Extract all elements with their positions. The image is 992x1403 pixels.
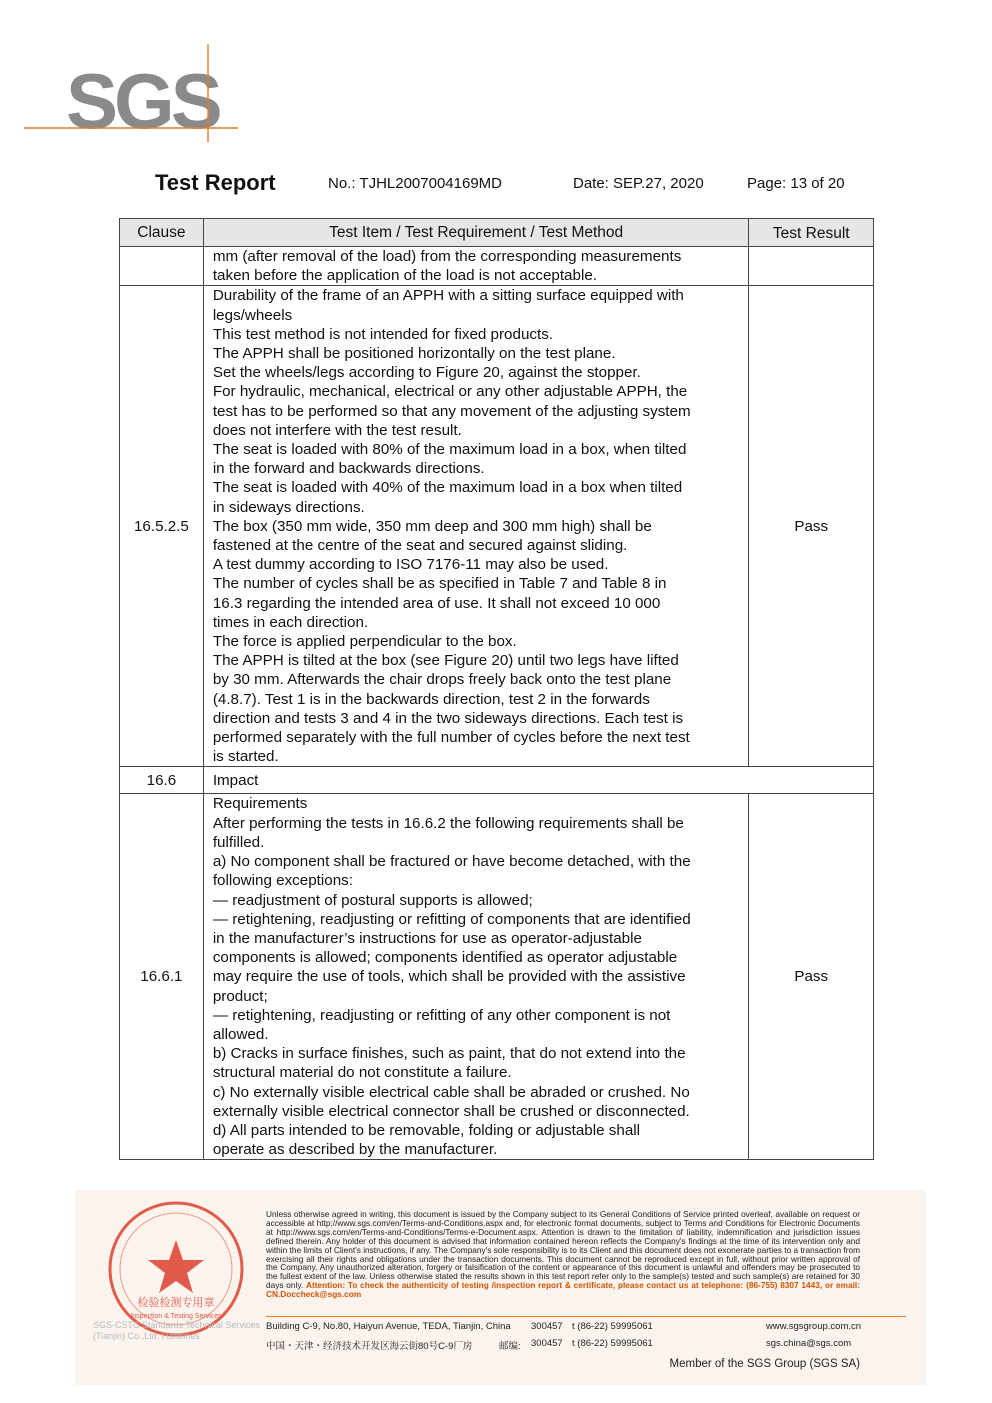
website-link[interactable]: www.sgsgroup.com.cn — [766, 1321, 862, 1332]
text-line: d) All parts intended to be removable, folding or adjustable shall — [212, 1121, 641, 1139]
text-line: The box (350 mm wide, 350 mm deep and 300 mm high) shall be — [212, 517, 652, 535]
address-en: Building C-9, No.80, Haiyun Avenue, TEDA, Tianjin, China — [266, 1321, 511, 1332]
text-line: components is allowed; components identified as operator adjustable — [212, 949, 678, 967]
table-row — [120, 767, 874, 794]
text-line: Durability of the frame of an APPH with a sitting surface equipped with — [212, 287, 684, 305]
text-line: b) Cracks in surface finishes, such as paint, that do not extend into the — [212, 1045, 686, 1063]
text-line: — retightening, readjusting or refitting of any other component is not — [212, 1006, 671, 1024]
text-line: The APPH shall be positioned horizontally on the test plane. — [212, 345, 616, 363]
text-line: in the manufacturer’s instructions for use as operator-adjustable — [212, 929, 642, 947]
text-line: (4.8.7). Test 1 is in the backwards direction, test 2 in the forwards — [212, 690, 650, 708]
sgs-logo — [22, 42, 242, 152]
text-line: The APPH is tilted at the box (see Figure 20) until two legs have lifted — [212, 652, 679, 670]
text-line: Set the wheels/legs according to Figure 20, against the stopper. — [212, 364, 641, 382]
legal-notice — [266, 1210, 860, 1299]
stamp-text: 检验检测专用章 — [137, 1296, 215, 1309]
text-line: — retightening, readjusting or refitting of components that are identified — [212, 910, 691, 928]
contact-block — [266, 1321, 860, 1355]
postcode-en: 300457 — [531, 1321, 563, 1332]
text-line: fulfilled. — [212, 833, 265, 851]
text-line: by 30 mm. Afterwards the chair drops freely back onto the test plane — [212, 671, 672, 689]
col-header-result: Test Result — [749, 219, 874, 247]
text-line: following exceptions: — [212, 872, 353, 890]
report-title: Test Report — [155, 170, 276, 195]
text-line: fastened at the centre of the seat and secured against sliding. — [212, 537, 628, 555]
test-item-cell — [203, 794, 749, 1160]
page-number: Page: 13 of 20 — [747, 175, 845, 192]
clause-cell: 16.5.2.5 — [120, 286, 204, 767]
text-line: mm (after removal of the load) from the corresponding measurements — [212, 248, 682, 265]
text-line: structural material do not constitute a failure. — [212, 1064, 512, 1082]
postcode-label-cn: 邮编: — [499, 1341, 521, 1352]
report-number: No.: TJHL2007004169MD — [328, 175, 502, 192]
table-row — [120, 794, 874, 1160]
logo-text: SGS — [66, 57, 219, 145]
text-line: in the forward and backwards directions. — [212, 460, 485, 478]
stamp-sub: Inspection & Testing Services — [130, 1313, 222, 1320]
text-line: direction and tests 3 and 4 in the two sideways directions. Each test is — [212, 709, 684, 727]
text-line: operate as described by the manufacturer. — [212, 1141, 498, 1159]
text-line: c) No externally visible electrical cable shall be abraded or crushed. No — [212, 1083, 690, 1101]
company-seal — [105, 1198, 247, 1340]
text-line: is started. — [212, 748, 279, 766]
address-cn: 中国・天津・经济技术开发区海云街80号C-9厂房 — [266, 1341, 473, 1352]
text-line: The seat is loaded with 40% of the maximum load in a box when tilted — [212, 479, 683, 497]
text-line: For hydraulic, mechanical, electrical or any other adjustable APPH, the — [212, 383, 688, 401]
test-item-cell — [203, 247, 749, 286]
text-line: A test dummy according to ISO 7176-11 may also be used. — [212, 556, 609, 574]
table-row — [120, 286, 874, 767]
report-header — [0, 170, 992, 198]
text-line: The seat is loaded with 80% of the maximum load in a box, when tilted — [212, 441, 687, 459]
table-header-row — [120, 219, 874, 247]
text-line: taken before the application of the load is not acceptable. — [212, 267, 597, 285]
phone-cn: t (86-22) 59995061 — [572, 1338, 653, 1349]
text-line: — readjustment of postural supports is allowed; — [212, 891, 533, 909]
text-line: This test method is not intended for fixed products. — [212, 325, 554, 343]
clause-cell — [120, 247, 204, 286]
col-header-clause: Clause — [120, 219, 204, 247]
test-item-cell — [203, 286, 749, 767]
text-line: legs/wheels — [212, 306, 293, 324]
legal-text: Unless otherwise agreed in writing, this document is issued by the Company subject to its General Conditions of Service printed overleaf, available on request or accessible at http://www.sgs.com/en/Terms-and-Conditions.aspx and, for electronic format documents, subject to Terms and Conditions for Electronic Documents at http://www.sgs.com/en/Terms-and-Conditions/Terms-e-Document.aspx. Attention is drawn to the limitation of liability, indemnification and jurisdiction issues defined therein. Any holder of this document is advised that information contained hereon reflects the Company's findings at the time of its intervention only and within the limits of Client's instructions, if any. The Company's sole responsibility is to its Client and this document does not exonerate parties to a transaction from exercising all their rights and obligations under the transaction documents. This document cannot be reproduced except in full, without prior written approval of the Company. Any unauthorized alteration, forgery or falsification of the content or appearance of this document is unlawful and offenders may be prosecuted to the fullest extent of the law. Unless otherwise stated the results shown in this test report refer only to the sample(s) tested and such sample(s) are retained for 30 days only. — [266, 1209, 860, 1291]
table-row — [120, 247, 874, 286]
col-header-test-item: Test Item / Test Requirement / Test Method — [203, 219, 749, 247]
section-heading-cell: Impact — [203, 767, 873, 794]
text-line: does not interfere with the test result. — [212, 421, 462, 439]
phone-en: t (86-22) 59995061 — [572, 1321, 653, 1332]
text-line: The number of cycles shall be as specified in Table 7 and Table 8 in — [212, 575, 667, 593]
result-cell: Pass — [749, 286, 874, 767]
text-line: externally visible electrical connector shall be crushed or disconnected. — [212, 1102, 690, 1120]
member-text: Member of the SGS Group (SGS SA) — [669, 1358, 860, 1370]
footer-divider — [266, 1316, 906, 1317]
text-line: product; — [212, 987, 268, 1005]
email-link[interactable]: sgs.china@sgs.com — [766, 1338, 852, 1349]
stamp-caption: SGS-CSTC Standards Technical Services (Tianjin) Co.,Ltd. Hardlines — [93, 1320, 260, 1341]
text-line: a) No component shall be fractured or have become detached, with the — [212, 853, 691, 871]
test-table — [119, 218, 874, 1160]
text-line: times in each direction. — [212, 613, 369, 631]
authenticity-notice: Attention: To check the authenticity of testing /inspection report & certificate, please contact us at telephone: (86-755) 8307 1443, or email: CN.Doccheck@sgs.com — [266, 1280, 860, 1300]
result-cell — [749, 247, 874, 286]
text-line: in sideways directions. — [212, 498, 365, 516]
clause-cell: 16.6.1 — [120, 794, 204, 1160]
clause-cell: 16.6 — [120, 767, 204, 794]
text-line: 16.3 regarding the intended area of use. It shall not exceed 10 000 — [212, 594, 661, 612]
text-line: After performing the tests in 16.6.2 the following requirements shall be — [212, 814, 684, 832]
result-cell: Pass — [749, 794, 874, 1160]
text-line: test has to be performed so that any movement of the adjusting system — [212, 402, 691, 420]
footer — [75, 1190, 926, 1385]
postcode-cn: 300457 — [531, 1338, 563, 1349]
text-line: may require the use of tools, which shall be provided with the assistive — [212, 968, 686, 986]
text-line: allowed. — [212, 1025, 269, 1043]
text-line: The force is applied perpendicular to the box. — [212, 633, 517, 651]
text-line: Requirements — [212, 795, 308, 813]
report-date: Date: SEP.27, 2020 — [573, 175, 704, 192]
text-line: performed separately with the full number of cycles before the next test — [212, 729, 690, 747]
